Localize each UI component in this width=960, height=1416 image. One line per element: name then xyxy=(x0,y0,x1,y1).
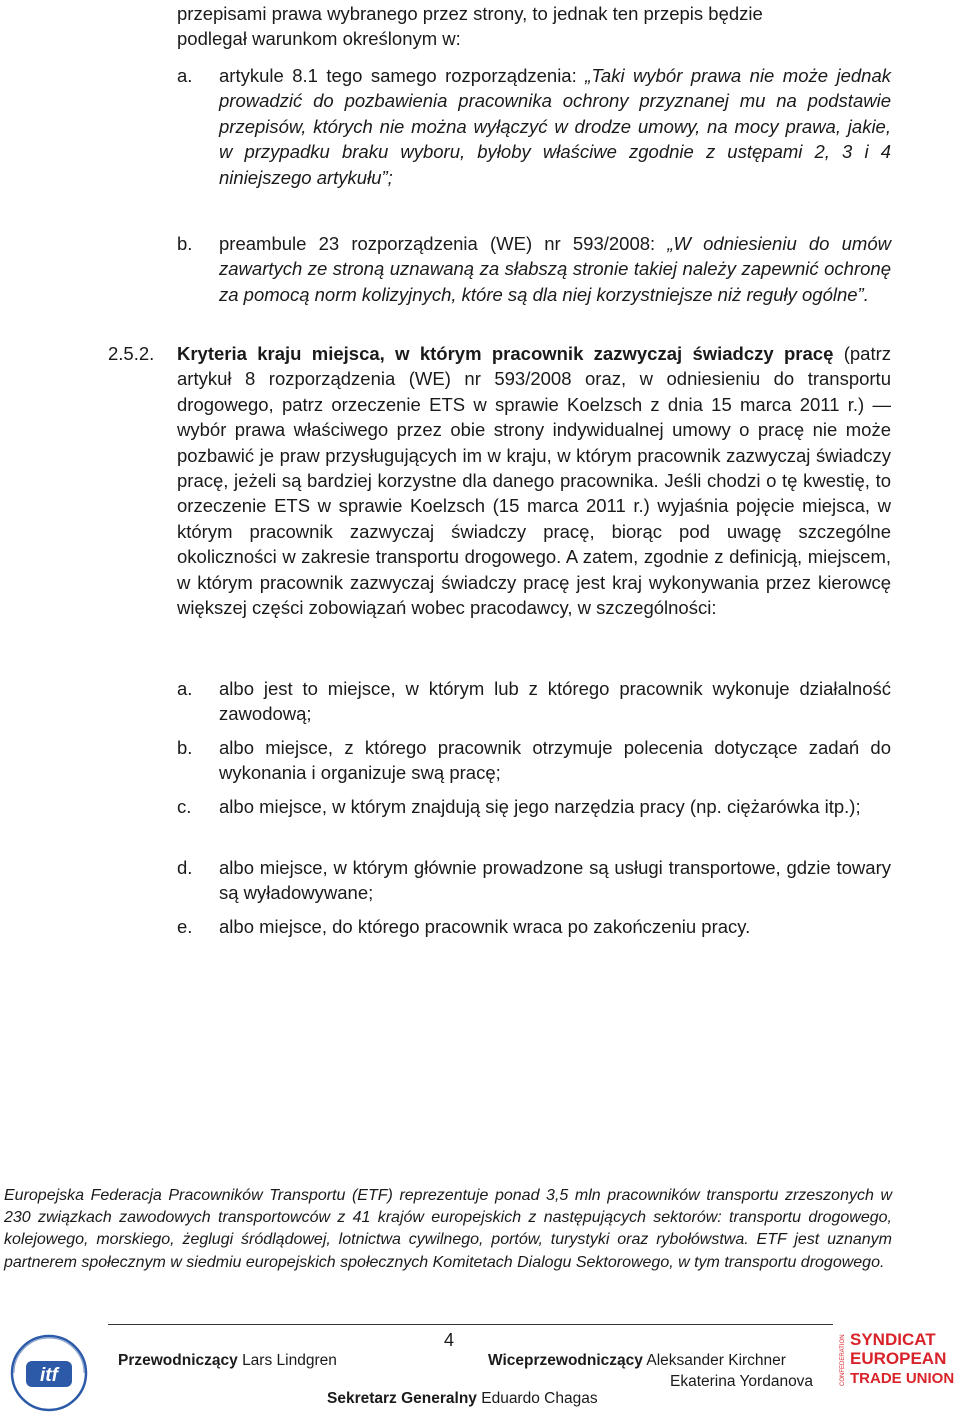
vice-name-2: Ekaterina Yordanova xyxy=(670,1373,814,1390)
section-paragraph xyxy=(177,341,891,620)
etuc-logo-line-3: TRADE UNION xyxy=(850,1370,955,1387)
item-b-plain: preambule 23 rozporządzenia (WE) nr 593/2008: xyxy=(219,233,668,254)
item-a-quote: „Taki wybór prawa nie może jednak prowadzić do pozbawienia pracownika ochrony przyznanej mu na podstawie przepisów, których nie można wyłączyć w drodze umowy, na mocy prawa, jakie, w przypadku braku wyboru, byłoby właściwe zgodnie z ustępami 2, 3 i 4 niniejszego artykułu”; xyxy=(219,65,891,188)
secretary-role: Sekretarz Generalny xyxy=(327,1390,477,1407)
secretary-line xyxy=(327,1390,598,1408)
footer-about: Europejska Federacja Pracowników Transportu (ETF) reprezentuje ponad 3,5 mln pracowników transportu zrzeszonych w 230 związkach zawodowych transportowców z 41 krajów europejskich z następujących sektorów: transportu drogowego, kolejowego, morskiego, żeglugi śródlądowej, lotnictwa cywilnego, portów, turystyki oraz rybołówstwa. ETF jest uznanym partnerem społecznym w siedmiu europejskich społecznych Komitetach Dialogu Sektorowego, w tym transportu drogowego. xyxy=(4,1187,892,1271)
item-a-text xyxy=(219,63,891,190)
intro-line-2: podlegał warunkom określonym w: xyxy=(177,28,461,49)
itf-logo xyxy=(9,1333,89,1413)
section-number: 2.5.2. xyxy=(108,343,155,364)
list-label-a: a. xyxy=(177,678,193,699)
footer-rule xyxy=(108,1324,833,1325)
vice-role: Wiceprzewodniczący xyxy=(488,1352,643,1369)
chair-line xyxy=(118,1352,337,1370)
item-a-plain: artykule 8.1 tego samego rozporządzenia: xyxy=(219,65,586,86)
vice-name-1: Aleksander Kirchner xyxy=(646,1352,786,1369)
intro-line-1: przepisami prawa wybranego przez strony, to jednak ten przepis będzie xyxy=(177,3,763,24)
section-body: (patrz artykuł 8 rozporządzenia (WE) nr 593/2008 oraz, w odniesieniu do transportu drogowego, patrz orzeczenie ETS w sprawie Koelzsch z dnia 15 marca 2011 r.) — wybór prawa właściwego przez obie strony indywidualnej umowy o pracę nie może pozbawić je praw przysługujących im w kraju, w którym pracownik zazwyczaj świadczy pracę, jeżeli są bardziej korzystne dla danego pracownika. Jeśli chodzi o tę kwestię, to orzeczenie ETS w sprawie Koelzsch (15 marca 2011 r.) wyjaśnia pojęcie miejsca, w którym pracownik zazwyczaj świadczy pracę, biorąc pod uwagę szczególne okoliczności w zakresie transportu drogowego. A zatem, zgodnie z definicją, miejscem, w którym pracownik zazwyczaj świadczy pracę jest kraj wykonywania przez kierowcę większej części zobowiązań wobec pracodawcy, w szczególności: xyxy=(177,343,891,619)
section-title: Kryteria kraju miejsca, w którym pracownik zazwyczaj świadczy pracę xyxy=(177,343,834,364)
etuc-logo-line-2: EUROPEAN xyxy=(850,1349,947,1368)
list-item-d: albo miejsce, w którym głównie prowadzone są usługi transportowe, gdzie towary są wyładowywane; xyxy=(219,857,891,904)
item-a-label: a. xyxy=(177,65,193,86)
list-item-e: albo miejsce, do którego pracownik wraca po zakończeniu pracy. xyxy=(219,916,751,937)
list-item-c: albo miejsce, w którym znajdują się jego narzędzia pracy (np. ciężarówka itp.); xyxy=(219,796,861,817)
etuc-logo xyxy=(838,1326,956,1390)
list-item-a: albo jest to miejsce, w którym lub z którego pracownik wykonuje działalność zawodową; xyxy=(219,678,891,725)
list-label-b: b. xyxy=(177,737,193,758)
chair-role: Przewodniczący xyxy=(118,1352,238,1369)
etuc-logo-line-1: SYNDICAT xyxy=(850,1330,936,1349)
secretary-name: Eduardo Chagas xyxy=(481,1390,598,1407)
item-b-text xyxy=(219,231,891,307)
item-b-label: b. xyxy=(177,233,193,254)
list-item-b: albo miejsce, z którego pracownik otrzymuje polecenia dotyczące zadań do wykonania i organizuje swą pracę; xyxy=(219,737,891,784)
item-b-quote: „W odniesieniu do umów zawartych ze stroną uznawaną za słabszą stronie takiej należy zapewnić ochronę za pomocą norm kolizyjnych, które są dla niej korzystniejsze niż reguły ogólne”. xyxy=(219,233,891,305)
etuc-logo-vertical: CONFEDERATION xyxy=(840,1334,846,1386)
chair-name: Lars Lindgren xyxy=(242,1352,337,1369)
list-label-c: c. xyxy=(177,796,192,817)
vice-line xyxy=(488,1352,786,1370)
itf-logo-text: itf xyxy=(40,1365,58,1386)
list-label-d: d. xyxy=(177,857,193,878)
list-label-e: e. xyxy=(177,916,193,937)
page-number: 4 xyxy=(444,1330,455,1350)
